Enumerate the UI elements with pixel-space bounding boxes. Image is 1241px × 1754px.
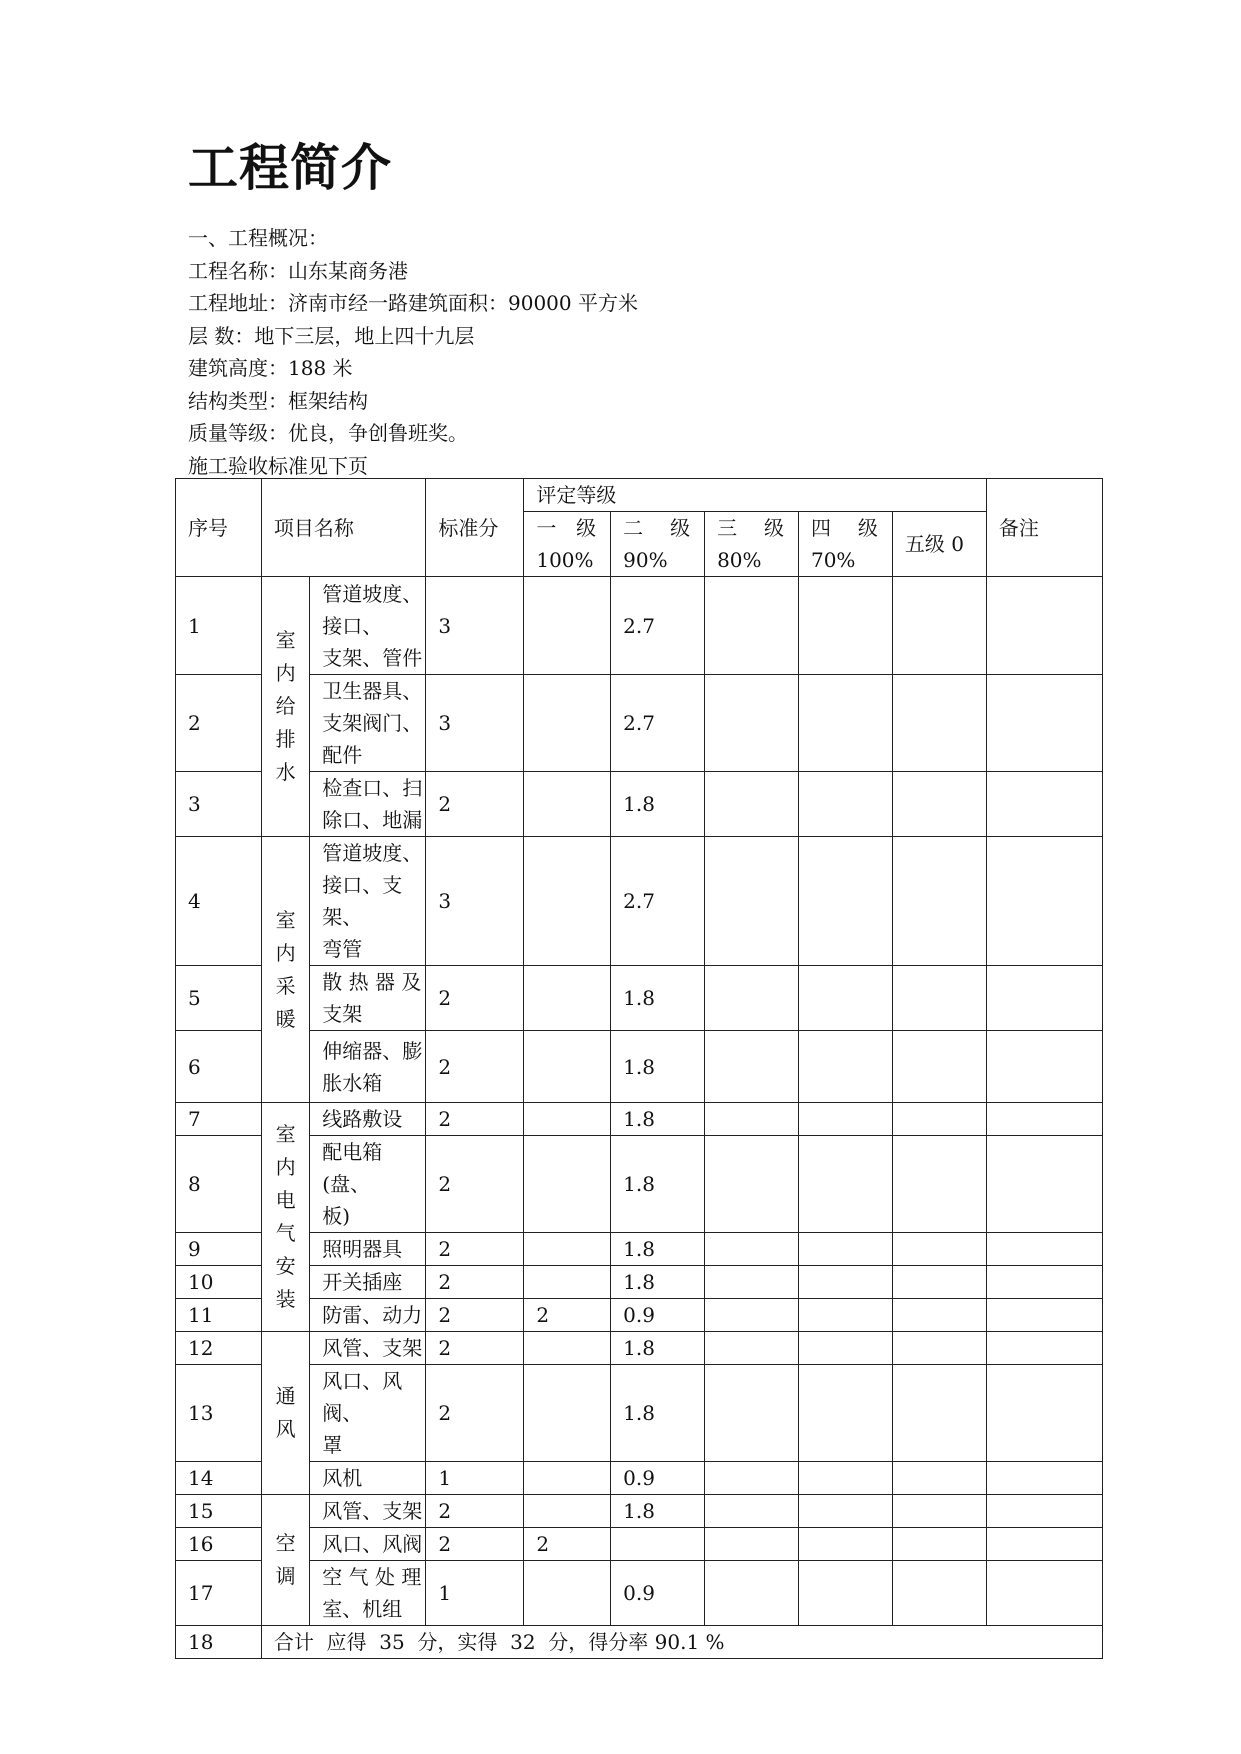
grade-2-score: 1.8 [611,1233,705,1266]
grade-5-score [892,1462,986,1495]
item-name-line: 罩 [322,1433,343,1457]
item-name-line: 支架阀门、 [322,711,423,735]
item-name-line: 检查口、扫 [322,776,423,800]
item-name [310,1462,426,1495]
item-name-line: 支架 [322,1002,363,1026]
item-name [310,966,426,1031]
category-char: 采 [275,973,296,998]
grade-1-score [524,966,611,1031]
row-no: 6 [176,1031,262,1103]
item-name [310,1136,426,1233]
item-name-line: 接口、支架、 [322,873,403,929]
header-grade-5: 五级 0 [892,512,986,577]
note-cell [986,675,1102,772]
grade-3-score [705,1233,799,1266]
info-line: 工程地址：济南市经一路建筑面积：90000 平方米 [188,291,638,315]
header-grade-1 [524,512,611,577]
grade-5-score [892,1561,986,1626]
note-cell [986,1136,1102,1233]
item-name-line: 开关插座 [322,1270,403,1294]
grade-2-score: 1.8 [611,1031,705,1103]
grade-3-score [705,1031,799,1103]
grade-3-score [705,1136,799,1233]
grade-1-score [524,1365,611,1462]
table-row [176,1561,1103,1626]
table-row [176,772,1103,837]
grade-1-score [524,772,611,837]
grade-4-score [798,577,892,675]
category-cell [261,837,309,1103]
grade-2-score: 1.8 [611,1365,705,1462]
row-no: 9 [176,1233,262,1266]
table-row [176,966,1103,1031]
item-name-line: 除口、地漏 [322,808,423,832]
grade-4-char: 级 [857,516,878,540]
category-char: 内 [275,661,296,685]
grade-2-pct: 90% [623,548,668,572]
table-row [176,1031,1103,1103]
item-name-line: 散 热 器 及 [322,970,422,994]
grade-5-score [892,1495,986,1528]
grade-2-char: 二 [623,516,644,540]
category-cell [261,1495,309,1626]
grade-2-score: 1.8 [611,1266,705,1299]
item-name-line: 室、机组 [322,1597,403,1621]
grade-1-score [524,1233,611,1266]
grade-1-score [524,1266,611,1299]
grade-2-score [611,1528,705,1561]
note-cell [986,1103,1102,1136]
grade-3-score [705,577,799,675]
grade-2-score: 0.9 [611,1299,705,1332]
category-char: 排 [275,727,296,751]
project-info [188,222,638,482]
table-row [176,1233,1103,1266]
item-name-line: 卫生器具、 [322,679,423,703]
grade-4-score [798,837,892,966]
grade-3-score [705,1103,799,1136]
row-no: 7 [176,1103,262,1136]
item-name [310,1528,426,1561]
grade-5-score [892,1136,986,1233]
grade-1-score [524,675,611,772]
item-name-line: 支架、管件 [322,645,423,670]
grade-4-score [798,1495,892,1528]
row-no: 12 [176,1332,262,1365]
info-line: 工程名称：山东某商务港 [188,258,408,283]
grade-2-score: 1.8 [611,1136,705,1233]
note-cell [986,1495,1102,1528]
item-name-line: 配电箱(盘、 [322,1140,383,1196]
table-row [176,1103,1103,1136]
grade-1-score [524,1561,611,1626]
grade-1-score: 2 [524,1299,611,1332]
row-no: 16 [176,1528,262,1561]
grade-3-char: 三 [717,516,738,540]
grade-2-char: 级 [670,516,691,540]
item-name [310,837,426,966]
grade-3-score [705,966,799,1031]
grade-3-score [705,1365,799,1462]
info-line: 层 数：地下三层，地上四十九层 [188,323,475,348]
item-name [310,1266,426,1299]
grade-5-score [892,1233,986,1266]
header-grade-3 [705,512,799,577]
category-cell [261,1332,309,1495]
std-score: 3 [426,675,524,772]
grade-3-char: 级 [763,516,784,540]
std-score: 2 [426,772,524,837]
item-name-line: 配件 [322,743,363,767]
item-name-line: 风管、支架 [322,1499,423,1523]
info-line: 结构类型：框架结构 [188,388,368,413]
grade-2-score: 2.7 [611,577,705,675]
grade-1-score [524,1103,611,1136]
grade-4-score [798,966,892,1031]
grade-1-char: 一 [536,516,557,540]
category-char: 室 [275,628,296,652]
grade-2-score: 1.8 [611,1332,705,1365]
grade-1-score [524,1031,611,1103]
grade-1-score [524,837,611,966]
item-name [310,577,426,675]
note-cell [986,1299,1102,1332]
item-name [310,675,426,772]
grade-4-score [798,675,892,772]
header-item: 项目名称 [261,479,426,577]
total-row [176,1626,1103,1659]
std-score: 2 [426,1233,524,1266]
grade-2-score: 1.8 [611,1495,705,1528]
table-row [176,675,1103,772]
grade-1-score [524,577,611,675]
row-no: 4 [176,837,262,966]
row-no: 14 [176,1462,262,1495]
grade-4-pct: 70% [810,548,856,572]
item-name [310,1561,426,1626]
category-char: 内 [275,940,296,965]
category-char: 安 [275,1254,296,1278]
category-char: 内 [275,1155,296,1179]
header-std: 标准分 [426,479,524,577]
table-row [176,837,1103,966]
item-name [310,1103,426,1136]
grade-4-score [798,1233,892,1266]
row-no: 13 [176,1365,262,1462]
grade-4-score [798,1561,892,1626]
std-score: 2 [426,1528,524,1561]
item-name-line: 管道坡度、 [322,581,423,606]
category-char: 风 [275,1417,296,1441]
category-char: 空 [275,1531,296,1555]
grade-3-score [705,772,799,837]
item-name-line: 风机 [322,1466,363,1490]
std-score: 2 [426,966,524,1031]
grade-1-char: 级 [576,516,597,540]
item-name-line: 风管、支架 [322,1336,423,1360]
table-row [176,1495,1103,1528]
grade-4-score [798,1136,892,1233]
item-name-line: 风口、风阀、 [322,1369,403,1425]
row-no: 2 [176,675,262,772]
note-cell [986,1528,1102,1561]
grade-2-score: 1.8 [611,1103,705,1136]
row-no: 1 [176,577,262,675]
category-char: 室 [275,907,296,932]
page-title: 工程简介 [188,139,392,197]
item-name [310,1233,426,1266]
grade-5-score [892,837,986,966]
grade-2-score: 1.8 [611,966,705,1031]
item-name-line: 照明器具 [322,1237,403,1261]
grade-5-score [892,1365,986,1462]
grade-5-score [892,772,986,837]
grade-2-score: 2.7 [611,675,705,772]
category-char: 暖 [275,1006,296,1031]
category-char: 气 [275,1221,296,1245]
std-score: 3 [426,837,524,966]
info-line: 建筑高度：188 米 [188,356,353,380]
category-cell [261,577,309,837]
grade-3-score [705,1528,799,1561]
grade-2-score: 2.7 [611,837,705,966]
note-cell [986,1332,1102,1365]
row-no: 3 [176,772,262,837]
grade-3-pct: 80% [717,548,762,572]
std-score: 2 [426,1103,524,1136]
grade-5-score [892,1332,986,1365]
item-name-line: 空 气 处 理 [322,1565,422,1589]
category-char: 室 [275,1122,296,1146]
grade-4-score [798,1332,892,1365]
header-note: 备注 [986,479,1102,577]
grade-1-score [524,1495,611,1528]
table-row [176,577,1103,675]
info-line: 质量等级：优良，争创鲁班奖。 [188,421,468,445]
grade-4-score [798,1365,892,1462]
grade-5-score [892,1266,986,1299]
category-char: 给 [275,694,296,718]
header-grade-2 [611,512,705,577]
category-char: 调 [275,1564,296,1588]
item-name-line: 防雷、动力 [322,1303,423,1327]
table-row [176,1136,1103,1233]
std-score: 2 [426,1332,524,1365]
table-row [176,1462,1103,1495]
category-char: 通 [275,1384,296,1408]
info-line: 施工验收标准见下页 [188,453,368,478]
item-name [310,1365,426,1462]
grade-2-score: 1.8 [611,772,705,837]
grade-3-score [705,1332,799,1365]
grade-4-score [798,1528,892,1561]
grade-1-score: 2 [524,1528,611,1561]
note-cell [986,1365,1102,1462]
grade-5-score [892,1031,986,1103]
grade-3-score [705,1462,799,1495]
note-cell [986,837,1102,966]
note-cell [986,1462,1102,1495]
row-no: 17 [176,1561,262,1626]
note-cell [986,966,1102,1031]
note-cell [986,1561,1102,1626]
grade-2-score: 0.9 [611,1561,705,1626]
note-cell [986,577,1102,675]
note-cell [986,1266,1102,1299]
grade-1-score [524,1462,611,1495]
item-name [310,1332,426,1365]
item-name [310,1031,426,1103]
acceptance-table [175,478,1103,1659]
grade-1-pct: 100% [536,548,594,572]
item-name-line: 板) [322,1204,351,1228]
item-name-line: 风口、风阀 [322,1532,423,1556]
grade-3-score [705,675,799,772]
table-row [176,1332,1103,1365]
item-name-line: 弯管 [322,937,363,961]
item-name-line: 伸缩器、膨 [322,1038,423,1063]
row-no: 10 [176,1266,262,1299]
total-text: 合计 应得 35 分，实得 32 分，得分率 90.1 % [261,1626,1102,1659]
grade-3-score [705,1266,799,1299]
table-row [176,1299,1103,1332]
grade-5-score [892,1299,986,1332]
grade-4-score [798,1462,892,1495]
grade-4-score [798,1031,892,1103]
table-row [176,1266,1103,1299]
row-no: 11 [176,1299,262,1332]
std-score: 1 [426,1561,524,1626]
category-char: 电 [275,1188,296,1212]
table-row [176,1365,1103,1462]
grade-4-char: 四 [810,516,831,540]
grade-4-score [798,1103,892,1136]
row-no: 8 [176,1136,262,1233]
grade-4-score [798,772,892,837]
grade-2-score: 0.9 [611,1462,705,1495]
note-cell [986,1233,1102,1266]
grade-1-score [524,1136,611,1233]
info-line: 一、工程概况： [188,226,328,250]
grade-5-score [892,966,986,1031]
grade-5-score [892,675,986,772]
grade-4-score [798,1266,892,1299]
std-score: 2 [426,1365,524,1462]
item-name-line: 接口、 [322,613,383,638]
std-score: 2 [426,1031,524,1103]
grade-4-score [798,1299,892,1332]
category-cell [261,1103,309,1332]
row-no: 15 [176,1495,262,1528]
grade-3-score [705,1561,799,1626]
header-grade-4 [798,512,892,577]
note-cell [986,772,1102,837]
std-score: 2 [426,1299,524,1332]
item-name [310,1299,426,1332]
category-char: 水 [275,760,296,784]
header-grade-group: 评定等级 [524,479,986,512]
item-name-line: 线路敷设 [322,1107,403,1131]
note-cell [986,1031,1102,1103]
item-name-line: 胀水箱 [322,1070,383,1095]
grade-5-score [892,1103,986,1136]
item-name-line: 管道坡度、 [322,841,423,865]
std-score: 1 [426,1462,524,1495]
header-no: 序号 [176,479,262,577]
category-char: 装 [275,1287,296,1311]
std-score: 3 [426,577,524,675]
row-no: 5 [176,966,262,1031]
grade-5-score [892,577,986,675]
item-name [310,772,426,837]
grade-3-score [705,1495,799,1528]
grade-1-score [524,1332,611,1365]
grade-5-score [892,1528,986,1561]
std-score: 2 [426,1495,524,1528]
table-row [176,1528,1103,1561]
grade-3-score [705,837,799,966]
std-score: 2 [426,1266,524,1299]
std-score: 2 [426,1136,524,1233]
row-no: 18 [176,1626,262,1659]
grade-3-score [705,1299,799,1332]
item-name [310,1495,426,1528]
